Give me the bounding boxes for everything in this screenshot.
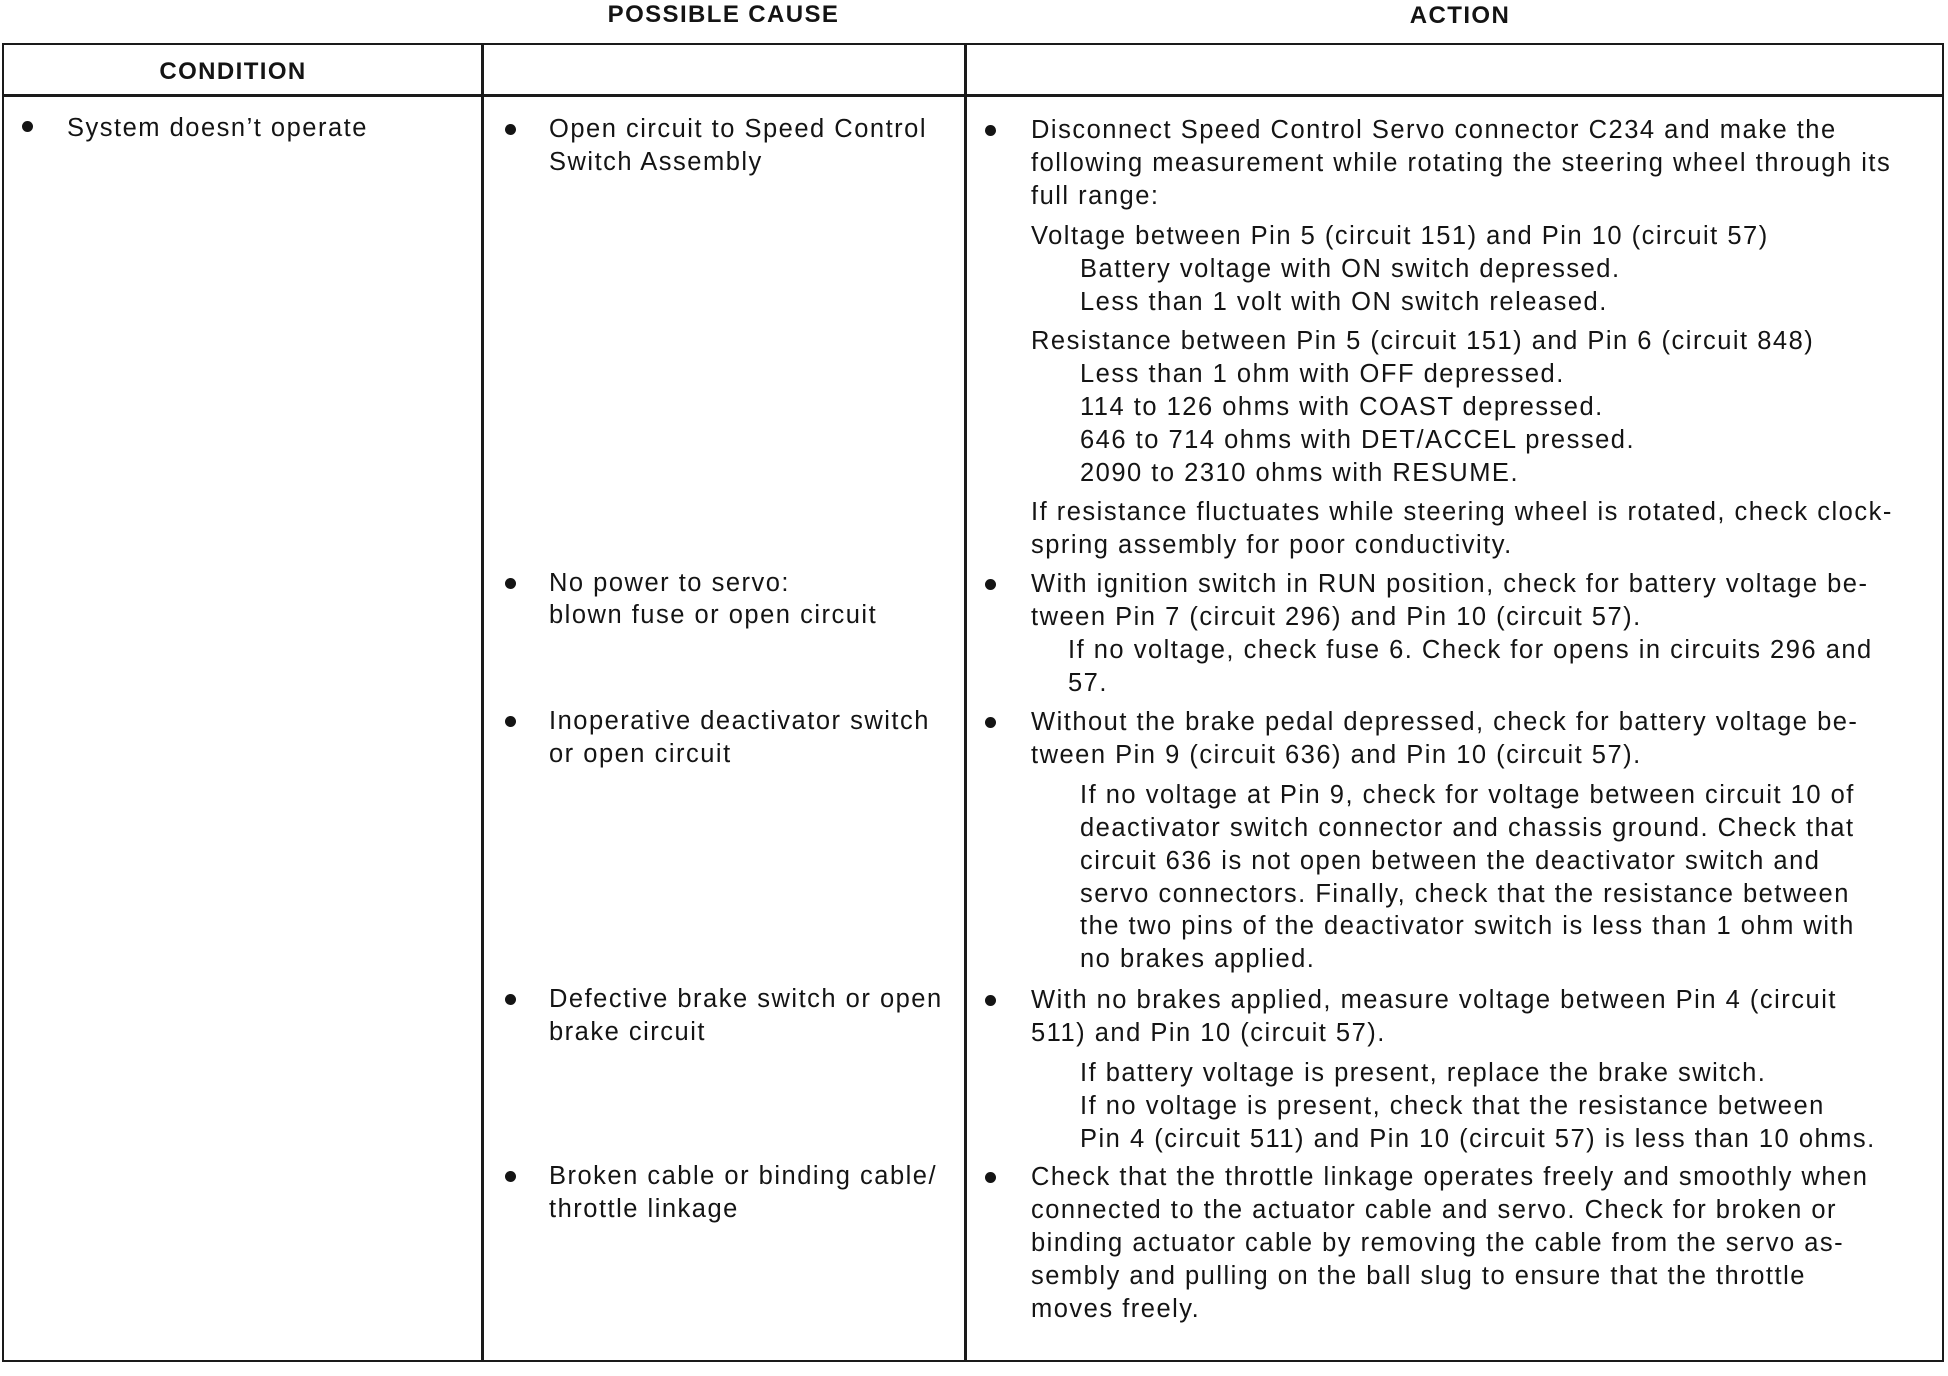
action-line: sembly and pulling on the ball slug to ensure that the throttle — [1031, 1262, 1806, 1291]
possible-cause — [549, 705, 930, 771]
header-divider — [2, 94, 1944, 97]
action-paragraph — [1031, 1161, 1936, 1325]
action-line: binding actuator cable by removing the cable from the servo as- — [1031, 1229, 1845, 1258]
measurement-reading: 646 to 714 ohms with DET/ACCEL pressed. — [1080, 425, 1636, 454]
action-paragraph — [1031, 984, 1936, 1050]
cause-line: Defective brake switch or open — [549, 984, 943, 1013]
possible-cause — [549, 983, 943, 1049]
action-line: full range: — [1031, 182, 1160, 211]
action-line: 57. — [1068, 668, 1108, 697]
action — [1031, 1161, 1936, 1325]
action-line: If no voltage at Pin 9, check for voltage between circuit 10 of — [1080, 780, 1855, 809]
action-line: servo connectors. Finally, check that the resistance between — [1080, 879, 1850, 908]
measurement-reading: 114 to 126 ohms with COAST depressed. — [1080, 392, 1604, 421]
action-paragraph — [1031, 634, 1936, 700]
action-paragraph — [1031, 114, 1936, 213]
column-divider-condition-cause — [481, 43, 484, 1362]
cause-line: brake circuit — [549, 1017, 706, 1046]
action-paragraph — [1031, 220, 1936, 319]
cause-bullet-icon — [505, 716, 516, 727]
action-line: With no brakes applied, measure voltage between Pin 4 (circuit — [1031, 986, 1837, 1015]
possible-cause — [549, 113, 927, 179]
cause-line: No power to servo: — [549, 568, 791, 597]
action-paragraph — [1031, 779, 1936, 976]
action-line: Disconnect Speed Control Servo connector C234 and make the — [1031, 116, 1837, 145]
possible-cause — [549, 1160, 937, 1226]
action-line: Pin 4 (circuit 511) and Pin 10 (circuit 57) is less than 10 ohms. — [1080, 1124, 1876, 1153]
action-line: If resistance fluctuates while steering wheel is rotated, check clock- — [1031, 498, 1893, 527]
measurement-reading: Less than 1 volt with ON switch released. — [1080, 287, 1608, 316]
action-line: spring assembly for poor conductivity. — [1031, 531, 1513, 560]
action-line: moves freely. — [1031, 1294, 1201, 1323]
action — [1031, 984, 1936, 1155]
measurement-heading: Voltage between Pin 5 (circuit 151) and Pin 10 (circuit 57) — [1031, 221, 1769, 250]
action-line: With ignition switch in RUN position, check for battery voltage be- — [1031, 570, 1869, 599]
measurement-reading: Battery voltage with ON switch depressed. — [1080, 254, 1621, 283]
action-line: Check that the throttle linkage operates freely and smoothly when — [1031, 1163, 1869, 1192]
cause-line: Broken cable or binding cable/ — [549, 1161, 938, 1190]
action-paragraph — [1031, 496, 1936, 562]
action — [1031, 114, 1936, 562]
action-line: no brakes applied. — [1080, 945, 1316, 974]
action-paragraph — [1031, 325, 1936, 489]
cause-bullet-icon — [505, 124, 516, 135]
measurement-reading: 2090 to 2310 ohms with RESUME. — [1080, 458, 1520, 487]
cause-line: Open circuit to Speed Control — [549, 114, 928, 143]
action-paragraph — [1031, 1057, 1936, 1156]
action-line: tween Pin 9 (circuit 636) and Pin 10 (circuit 57). — [1031, 741, 1642, 770]
action — [1031, 706, 1936, 976]
action-line: following measurement while rotating the steering wheel through its — [1031, 149, 1892, 178]
action-line: If battery voltage is present, replace the brake switch. — [1080, 1058, 1767, 1087]
cause-line: Inoperative deactivator switch — [549, 706, 930, 735]
action-line: deactivator switch connector and chassis ground. Check that — [1080, 813, 1855, 842]
measurement-reading: Less than 1 ohm with OFF depressed. — [1080, 360, 1565, 388]
measurement-heading: Resistance between Pin 5 (circuit 151) and Pin 6 (circuit 848) — [1031, 327, 1815, 356]
action — [1031, 568, 1936, 700]
column-divider-cause-action — [964, 43, 967, 1362]
action-line: If no voltage, check fuse 6. Check for opens in circuits 296 and — [1068, 635, 1873, 664]
header-condition: CONDITION — [159, 58, 307, 85]
cause-line: Switch Assembly — [549, 147, 763, 176]
cause-bullet-icon — [505, 994, 516, 1005]
action-paragraph — [1031, 568, 1936, 634]
action-line: connected to the actuator cable and servo. Check for broken or — [1031, 1196, 1838, 1225]
possible-cause — [549, 567, 877, 633]
action-line: 511) and Pin 10 (circuit 57). — [1031, 1019, 1386, 1048]
cause-bullet-icon — [505, 578, 516, 589]
header-possible-cause: POSSIBLE CAUSE — [607, 0, 840, 28]
cause-line: blown fuse or open circuit — [549, 601, 878, 630]
action-line: Without the brake pedal depressed, check for battery voltage be- — [1031, 708, 1859, 737]
action-line: tween Pin 7 (circuit 296) and Pin 10 (circuit 57). — [1031, 602, 1642, 631]
condition-bullet-icon — [22, 121, 33, 132]
cause-line: throttle linkage — [549, 1194, 739, 1223]
condition-text: System doesn’t operate — [67, 114, 368, 142]
cause-line: or open circuit — [549, 739, 732, 768]
action-paragraph — [1031, 706, 1936, 772]
action-line: the two pins of the deactivator switch is less than 1 ohm with — [1080, 912, 1855, 941]
action-line: circuit 636 is not open between the deactivator switch and — [1080, 846, 1821, 875]
header-action: ACTION — [1409, 2, 1511, 29]
action-line: If no voltage is present, check that the resistance between — [1080, 1091, 1825, 1120]
cause-bullet-icon — [505, 1171, 516, 1182]
